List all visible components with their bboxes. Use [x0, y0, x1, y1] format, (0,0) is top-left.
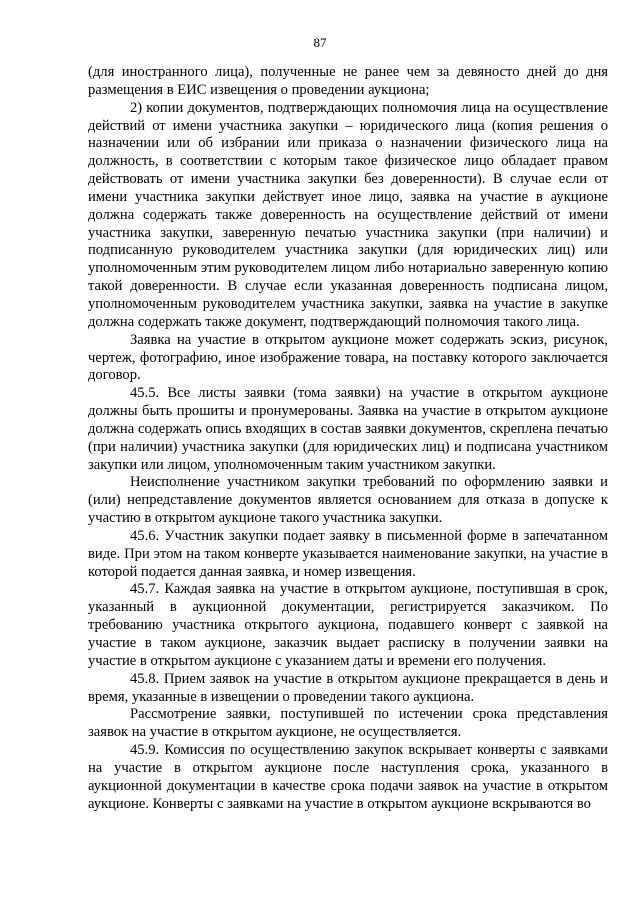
paragraph-45-6: 45.6. Участник закупки подает заявку в письменной форме в запечатанном виде. При этом на таком конверте указывается наименование закупки, на участие в которой подается данная заявка, и номер извещения. [88, 527, 608, 580]
paragraph-45-5: 45.5. Все листы заявки (тома заявки) на участие в открытом аукционе должны быть прошиты и пронумерованы. Заявка на участие в открытом аукционе должна содержать опись входящих в состав заявки документов, скреплена печатью (при наличии) участника закупки (для юридических лиц) и подписана участником закупки или лицом, уполномоченным таким участником закупки. [88, 385, 608, 473]
paragraph-noncompliance: Неисполнение участником закупки требований по оформлению заявки и (или) непредставление документов является основанием для отказа в допуске к участию в открытом аукционе такого участника закупки. [88, 474, 608, 527]
paragraph-45-9: 45.9. Комиссия по осуществлению закупок вскрывает конверты с заявками на участие в открытом аукционе после наступления срока, указанного в аукционной документации в качестве срока подачи заявок на участие в открытом аукционе. Конверты с заявками на участие в открытом аукционе вскрываются во [88, 742, 608, 812]
paragraph-45-8: 45.8. Прием заявок на участие в открытом аукционе прекращается в день и время, указанные в извещении о проведении такого аукциона. [88, 670, 608, 705]
page-number: 87 [313, 35, 327, 50]
paragraph-45-7: 45.7. Каждая заявка на участие в открытом аукционе, поступившая в срок, указанный в аукционной документации, регистрируется заказчиком. По требованию участника открытого аукциона, подавшего конверт с заявкой на участие в таком аукционе, заказчик выдает расписку в получении заявки на участие в открытом аукционе с указанием даты и времени его получения. [88, 581, 608, 669]
paragraph-continuation: (для иностранного лица), полученные не ранее чем за девяносто дней до дня размещения в ЕИС извещения о проведении аукциона; [88, 64, 608, 98]
body-text [88, 64, 608, 813]
paragraph-late-submission: Рассмотрение заявки, поступившей по истечении срока представления заявок на участие в открытом аукционе, не осуществляется. [88, 706, 608, 741]
paragraph-sketch-drawing: Заявка на участие в открытом аукционе может содержать эскиз, рисунок, чертеж, фотографию, иное изображение товара, на поставку которого заключается договор. [88, 331, 608, 384]
paragraph-item-2-power-of-attorney: 2) копии документов, подтверждающих полномочия лица на осуществление действий от имени участника закупки – юридического лица (копия решения о назначении или об избрании или приказа о назначении физического лица на должность, в соответствии с которым такое физическое лицо обладает правом действовать от имени участника закупки без доверенности). В случае если от имени участника закупки действует иное лицо, заявка на участие в аукционе должна содержать также доверенность на осуществление действий от имени участника закупки, заверенную печатью участника закупки (при наличии) и подписанную руководителем участника закупки (для юридических лиц) или уполномоченным этим руководителем лицом либо нотариально заверенную копию такой доверенности. В случае если указанная доверенность подписана лицом, уполномоченным руководителем участника закупки, заявка на участие в закупке должна содержать также документ, подтверждающий полномочия такого лица. [88, 99, 608, 330]
